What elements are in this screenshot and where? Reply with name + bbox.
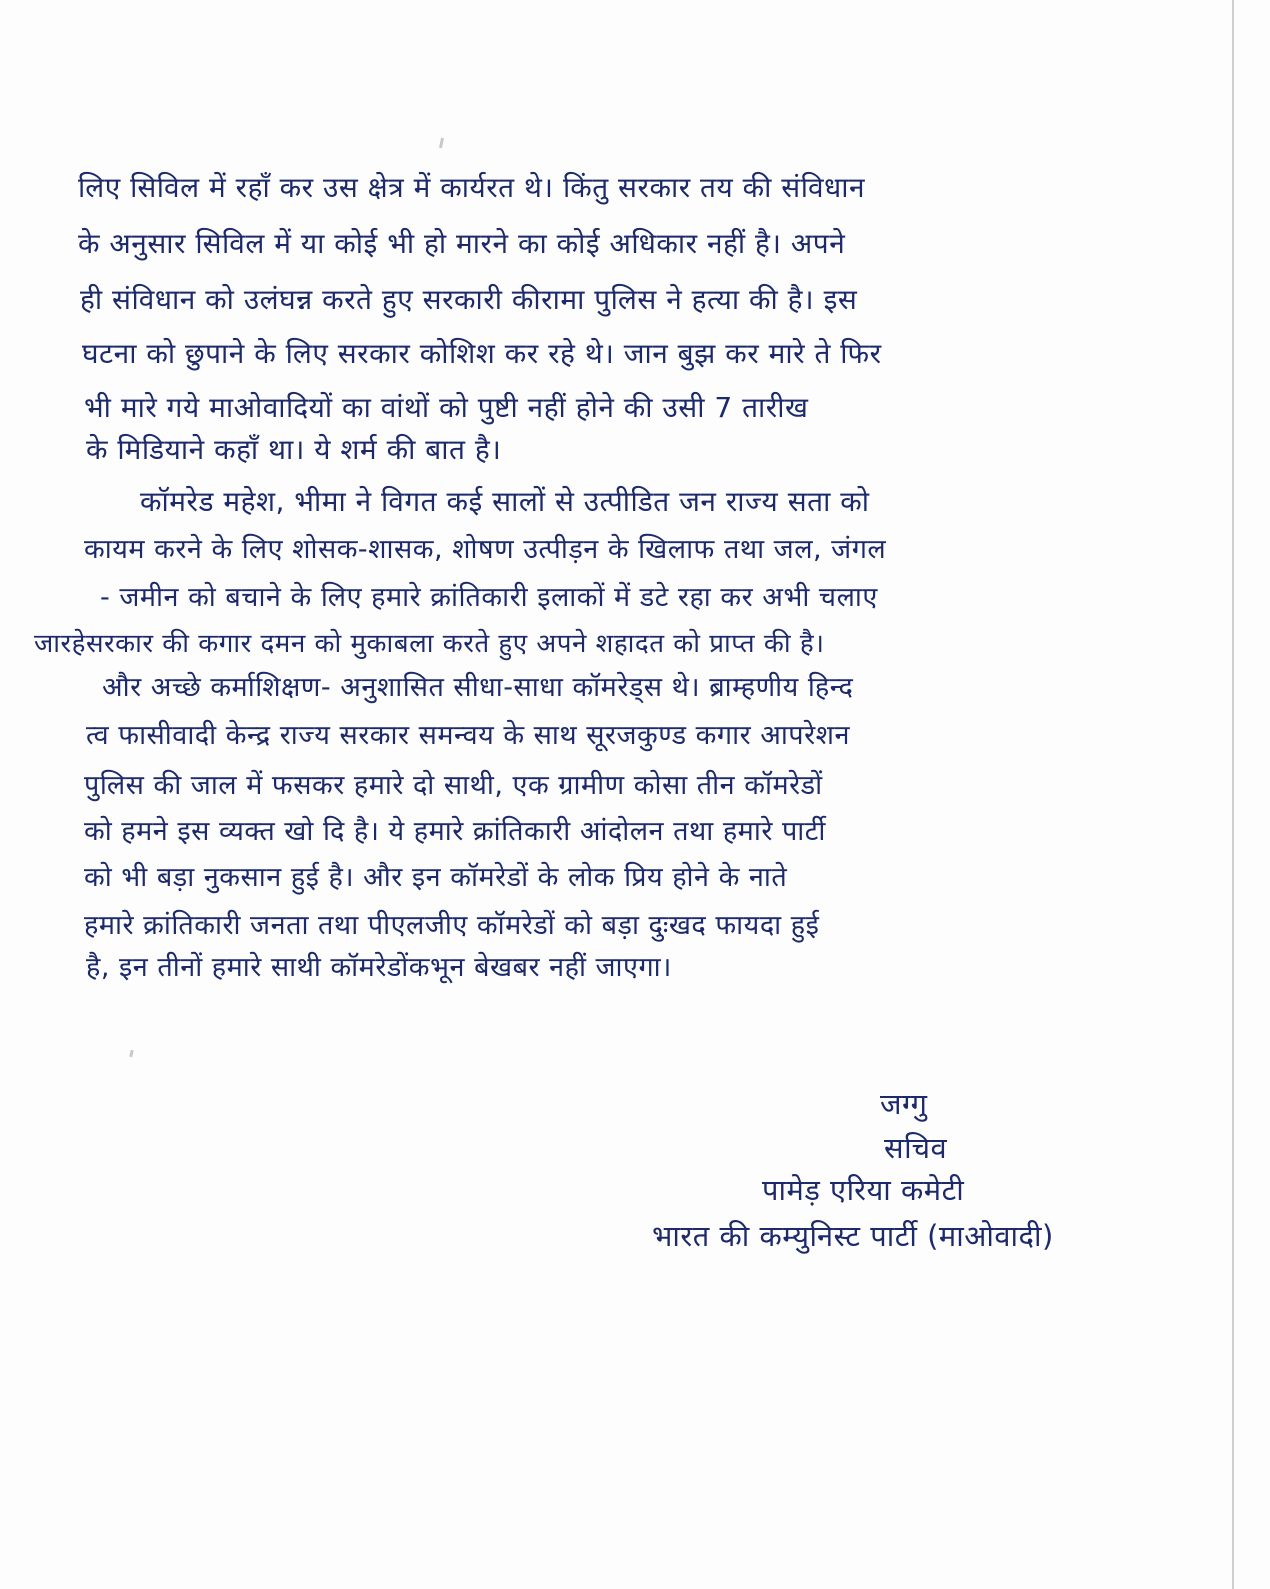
letter-line: भी मारे गये माओवादियों का वांथों को पुष्टी नहीं होने की उसी 7 तारीख — [84, 391, 809, 424]
letter-line: - जमीन को बचाने के लिए हमारे क्रांतिकारी इलाकों में डटे रहा कर अभी चलाए — [100, 582, 878, 613]
letter-line: कायम करने के लिए शोसक-शासक, शोषण उत्पीड़न के खिलाफ तथा जल, जंगल — [84, 534, 887, 565]
letter-line: को हमने इस व्यक्त खो दि है। ये हमारे क्रांतिकारी आंदोलन तथा हमारे पार्टी — [84, 816, 826, 847]
letter-line: जारहेसरकार की कगार दमन को मुकाबला करते हुए अपने शहादत को प्राप्त की है। — [34, 629, 825, 659]
letter-line: के अनुसार सिविल में या कोई भी हो मारने का कोई अधिकार नहीं है। अपने — [78, 227, 846, 260]
letter-line: त्व फासीवादी केन्द्र राज्य सरकार समन्वय के साथ सूरजकुण्ड कगार आपरेशन — [86, 720, 851, 751]
committee-name: पामेड़ एरिया कमेटी — [762, 1173, 965, 1207]
letter-line: के मिडियाने कहाँ था। ये शर्म की बात है। — [86, 433, 502, 466]
letter-line: और अच्छे कर्माशिक्षण- अनुशासित सीधा-साधा कॉमरेड्स थे। ब्राम्हणीय हिन्द — [102, 672, 854, 703]
signatory-designation: सचिव — [884, 1131, 948, 1165]
signatory-name: जग्गु — [880, 1087, 928, 1121]
letter-line: ही संविधान को उलंघन्न करते हुए सरकारी कीरामा पुलिस ने हत्या की है। इस — [80, 283, 858, 316]
stray-pen-mark — [439, 138, 444, 148]
letter-line: घटना को छुपाने के लिए सरकार कोशिश कर रहे थे। जान बुझ कर मारे ते फिर — [82, 337, 882, 370]
letter-line: को भी बड़ा नुकसान हुई है। और इन कॉमरेडों के लोक प्रिय होने के नाते — [84, 862, 788, 893]
party-name: भारत की कम्युनिस्ट पार्टी (माओवादी) — [652, 1219, 1054, 1253]
letter-line: कॉमरेड महेश, भीमा ने विगत कई सालों से उत्पीडित जन राज्य सता को — [140, 485, 870, 518]
letter-line: है, इन तीनों हमारे साथी कॉमरेडोंकभून बेखबर नहीं जाएगा। — [86, 952, 672, 983]
letter-line: हमारे क्रांतिकारी जनता तथा पीएलजीए कॉमरेडों को बड़ा दुःखद फायदा हुई — [84, 910, 820, 941]
page-edge-line — [1232, 0, 1234, 1589]
stray-pen-mark — [129, 1050, 133, 1057]
letter-line: लिए सिविल में रहाँ कर उस क्षेत्र में कार्यरत थे। किंतु सरकार तय की संविधान — [78, 171, 866, 204]
letter-line: पुलिस की जाल में फसकर हमारे दो साथी, एक ग्रामीण कोसा तीन कॉमरेडों — [84, 770, 823, 801]
